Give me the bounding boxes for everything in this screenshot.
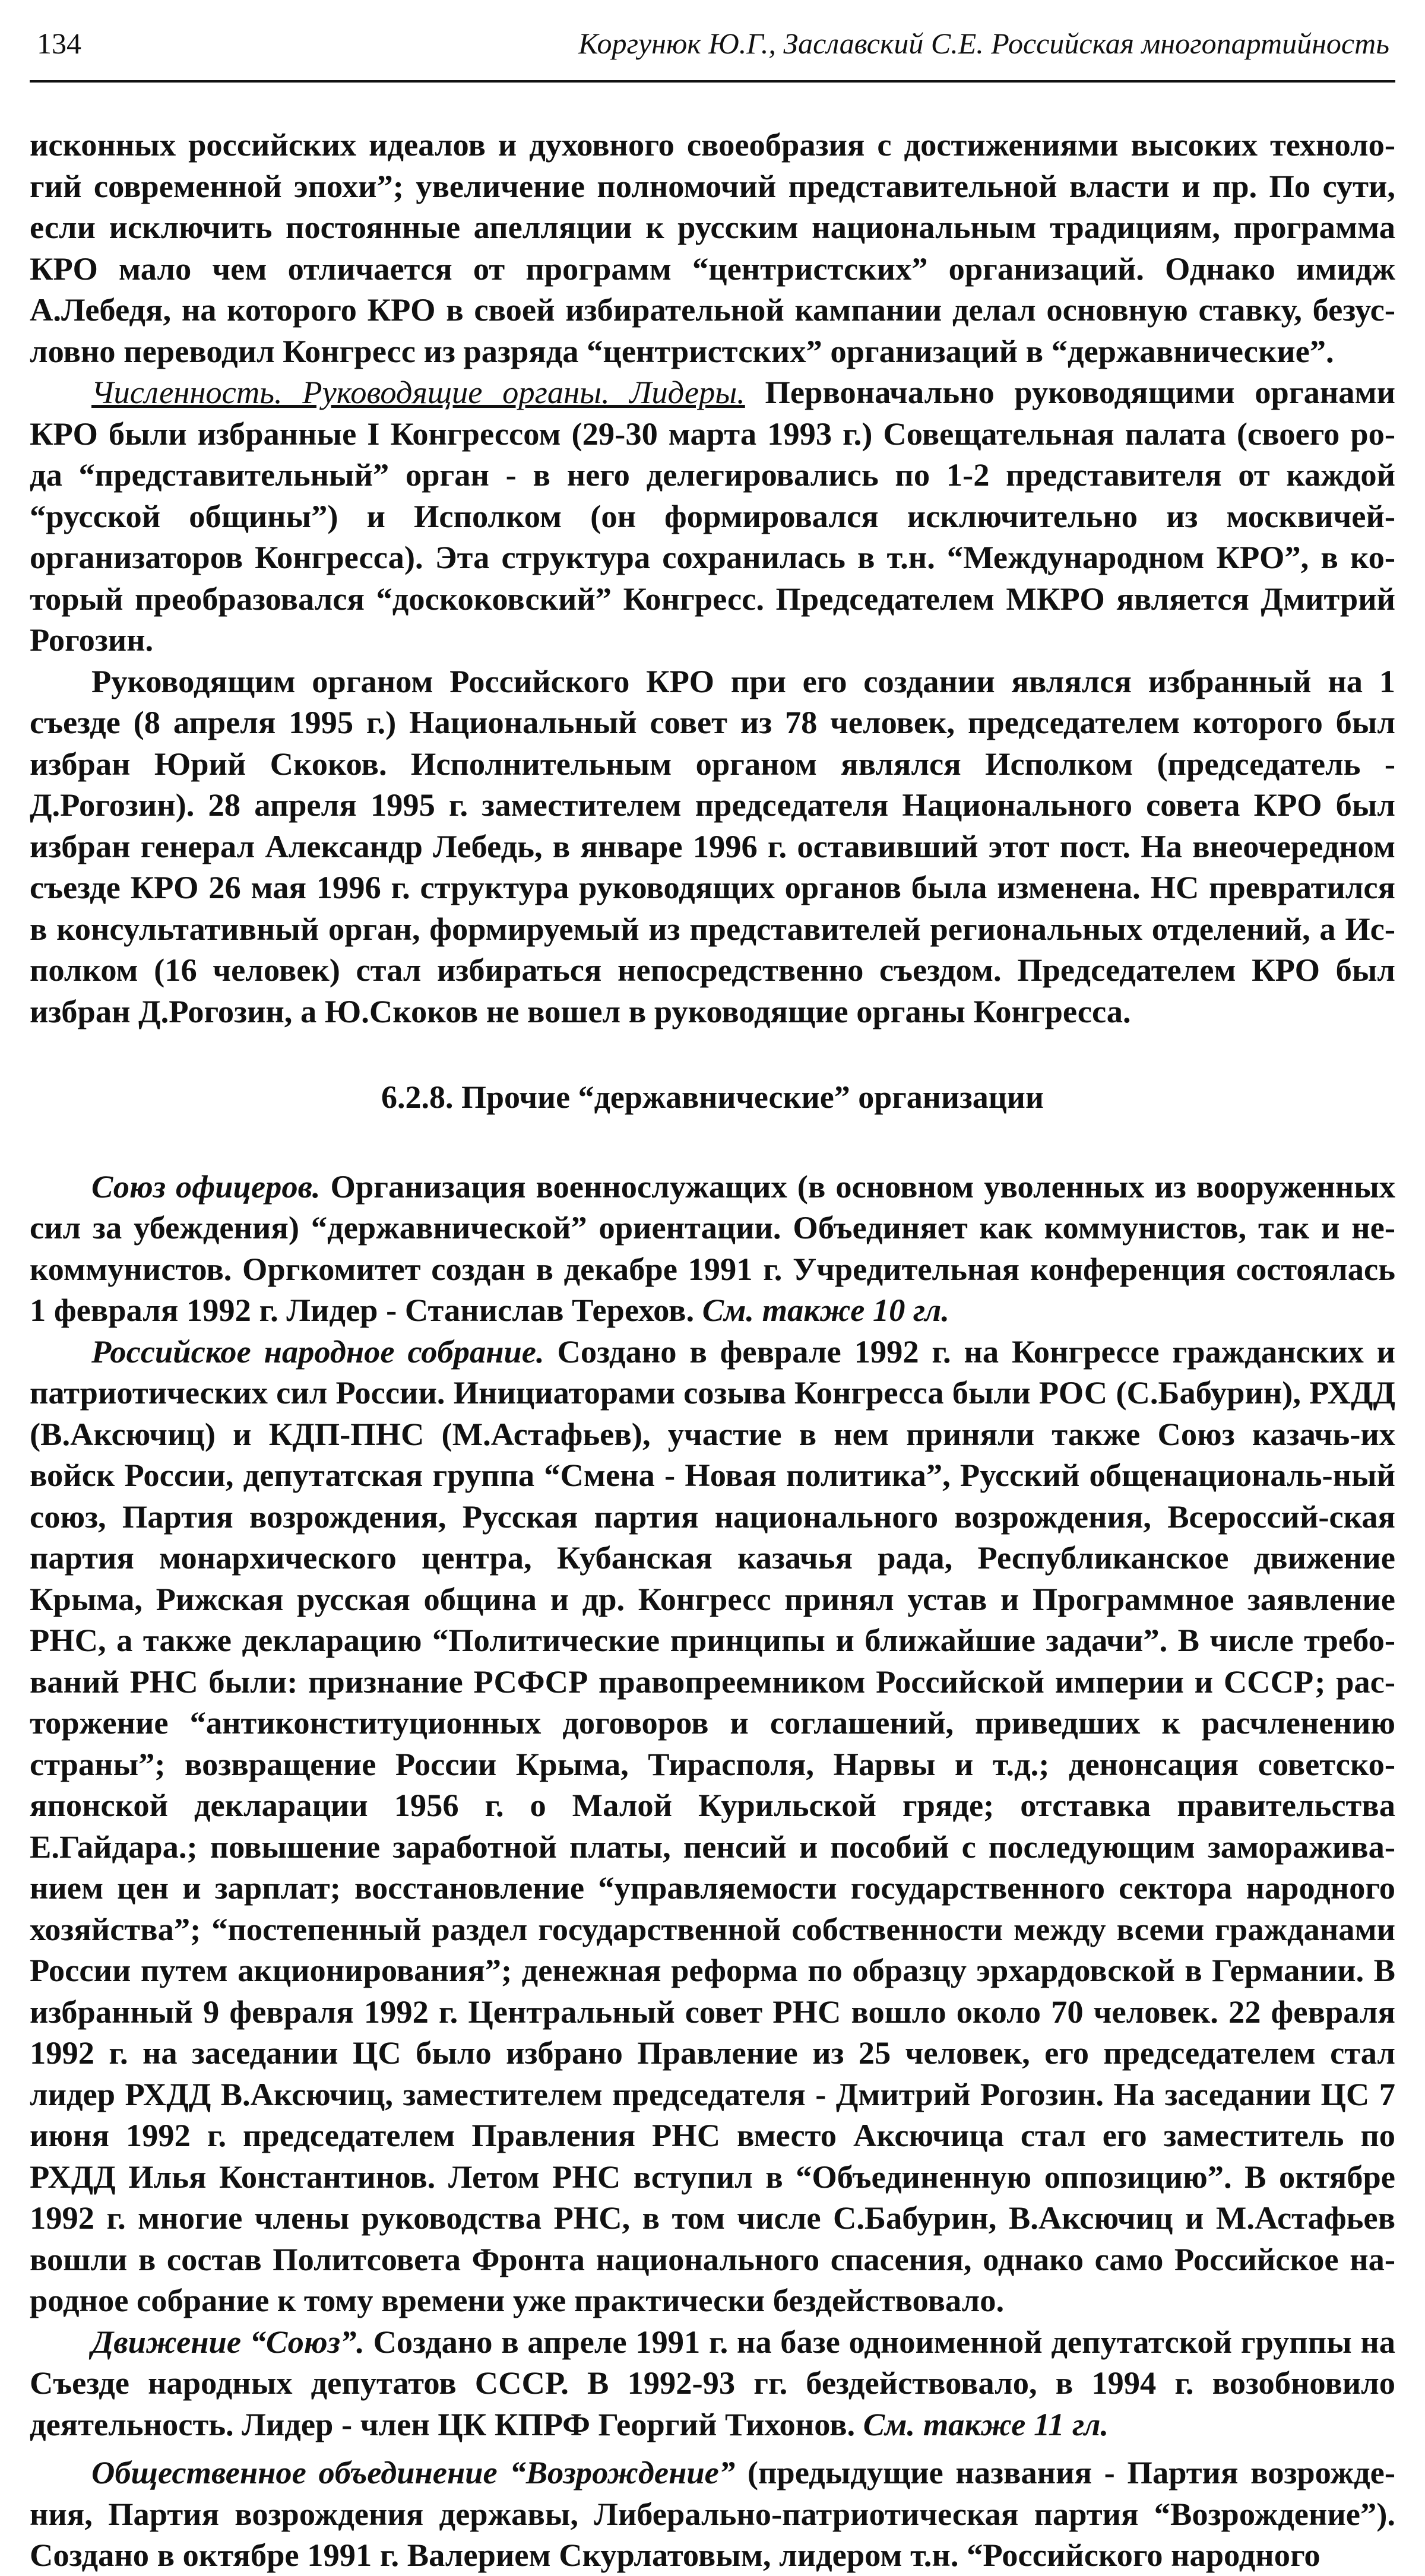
running-head: Коргунюк Ю.Г., Заславский С.Е. Российская многопартийность: [578, 27, 1389, 60]
entry-text: Создано в феврале 1992 г. на Конгрессе гражданских и патриотических сил России. Инициаторами созыва Конгресса были РОС (С.Бабурин), РХДД (В.Аксючиц) и КДП-ПНС (М.Астафьев), участие в нем приняли также Союз казачь-их войск России, депутатская группа “Смена - Новая политика”, Русский общенациональ-ный союз, Партия возрождения, Русская партия национального возрождения, Всероссий-ская партия монархического центра, Кубанская казачья рада, Республиканское движение Крыма, Рижская русская община и др. Конгресс принял устав и Программное заявление РНС, а также декларацию “Политические принципы и ближайшие задачи”. В числе требо-ваний РНС были: признание РСФСР правопреемником Российской империи и СССР; рас-торжение “антиконституционных договоров и соглашений, приведших к расчленению страны”; возвращение России Крыма, Тирасполя, Нарвы и т.д.; денонсация советско-японской декларации 1956 г. о Малой Курильской гряде; отставка правительства Е.Гайдара.; повышение заработной платы, пенсий и пособий с последующим заморажива-нием цен и зарплат; восстановление “управляемости государственного сектора народного хозяйства”; “постепенный раздел государственной собственности между всеми гражданами России путем акционирования”; денежная реформа по образцу эрхардовской в Германии. В избранный 9 февраля 1992 г. Центральный совет РНС вошло около 70 человек. 22 февраля 1992 г. на заседании ЦС было избрано Правление из 25 человек, его председателем стал лидер РХДД В.Аксючиц, заместителем председателя - Дмитрий Рогозин. На заседании ЦС 7 июня 1992 г. председателем Правления РНС вместо Аксючица стал его заместитель по РХДД Илья Константинов. Летом РНС вступил в “Объединенную оппозицию”. В октябре 1992 г. многие члены руководства РНС, в том числе С.Бабурин, В.Аксючиц и М.Астафьев вошли в состав Политсовета Фронта национального спасения, однако само Российское на-родное собрание к тому времени уже практически бездействовало.: [30, 1333, 1395, 2318]
entry-name: Союз офицеров.: [91, 1168, 321, 1205]
entry-text: (предыдущие названия - Партия возрожде-ния, Партия возрождения державы, Либерально-патриотическая партия “Возрождение”). Создано в октябре 1991 г. Валерием Скурлатовым, лидером т.н. “Российского народного: [30, 2454, 1395, 2573]
entry-name: Общественное объединение “Возрождение”: [91, 2454, 736, 2491]
entry-name: Российское народное собрание.: [91, 1333, 544, 1370]
paragraph: [30, 661, 1395, 1032]
page-header: [30, 24, 1395, 83]
see-also-ref: См. также 10 гл.: [702, 1292, 950, 1328]
subsection-lead: Численность. Руководящие органы. Лидеры.: [91, 374, 745, 410]
see-also-ref: См. также 11 гл.: [863, 2406, 1109, 2442]
entry-soyuz-movement: [30, 2321, 1395, 2445]
paragraph-text: Руководящим органом Российского КРО при его создании являлся избранный на 1 съезде (8 апреля 1995 г.) Национальный совет из 78 человек, председателем которого был избран Юрий Скоков. Исполнительным органом являлся Исполком (председатель - Д.Рогозин). 28 апреля 1995 г. заместителем председателя Национального совета КРО был избран генерал Александр Лебедь, в январе 1996 г. оставивший этот пост. На внеочередном съезде КРО 26 мая 1996 г. структура руководящих органов была изменена. НС превратился в консультативный орган, формируемый из представителей региональных отделений, а Ис-полком (16 человек) стал избираться непосредственно съездом. Председателем КРО был избран Д.Рогозин, а Ю.Скоков не вошел в руководящие органы Конгресса.: [30, 663, 1395, 1029]
paragraph: [30, 372, 1395, 661]
entry-name: Движение “Союз”.: [91, 2323, 365, 2360]
document-page: [30, 0, 1395, 2573]
page-number: 134: [37, 27, 81, 60]
entry-text: Организация военнослужащих (в основном уволенных из вооруженных сил за убеждения) “державнической” ориентации. Объединяет как коммунистов, так и не-коммунистов. Оргкомитет создан в декабре 1991 г. Учредительная конференция состоялась 1 февраля 1992 г. Лидер - Станислав Терехов.: [30, 1168, 1395, 1328]
paragraph-text: исконных российских идеалов и духовного своеобразия с достижениями высоких техноло-гий современной эпохи”; увеличение полномочий представительной власти и пр. По сути, если исключить постоянные апелляции к русским национальным традициям, программа КРО мало чем отличается от программ “центристских” организаций. Однако имидж А.Лебедя, на которого КРО в своей избирательной кампании делал основную ставку, безус-ловно переводил Конгресс из разряда “центристских” организаций в “державнические”.: [30, 126, 1395, 369]
entry-russian-national-assembly: [30, 1331, 1395, 2321]
paragraph-text: Первоначально руководящими органами КРО были избранные I Конгрессом (29-30 марта 1993 г.) Совещательная палата (своего ро-да “представительный” орган - в него делегировались по 1-2 представителя от каждой “русской общины”) и Исполком (он формировался исключительно из москвичей-организаторов Конгресса). Эта структура сохранилась в т.н. “Международном КРО”, в ко-торый преобразовался “доскоковский” Конгресс. Председателем МКРО является Дмитрий Рогозин.: [30, 374, 1395, 658]
entry-vozrozhdenie: [30, 2452, 1395, 2576]
body-text: [30, 124, 1395, 2576]
paragraph: [30, 124, 1395, 372]
entry-officers-union: [30, 1166, 1395, 1331]
section-heading: 6.2.8. Прочие “державнические” организации: [381, 1079, 1044, 1115]
entry-text: Создано в апреле 1991 г. на базе одноименной депутатской группы на Съезде народных депутатов СССР. В 1992-93 гг. бездействовало, в 1994 г. возобновило деятельность. Лидер - член ЦК КПРФ Георгий Тихонов.: [30, 2323, 1395, 2442]
